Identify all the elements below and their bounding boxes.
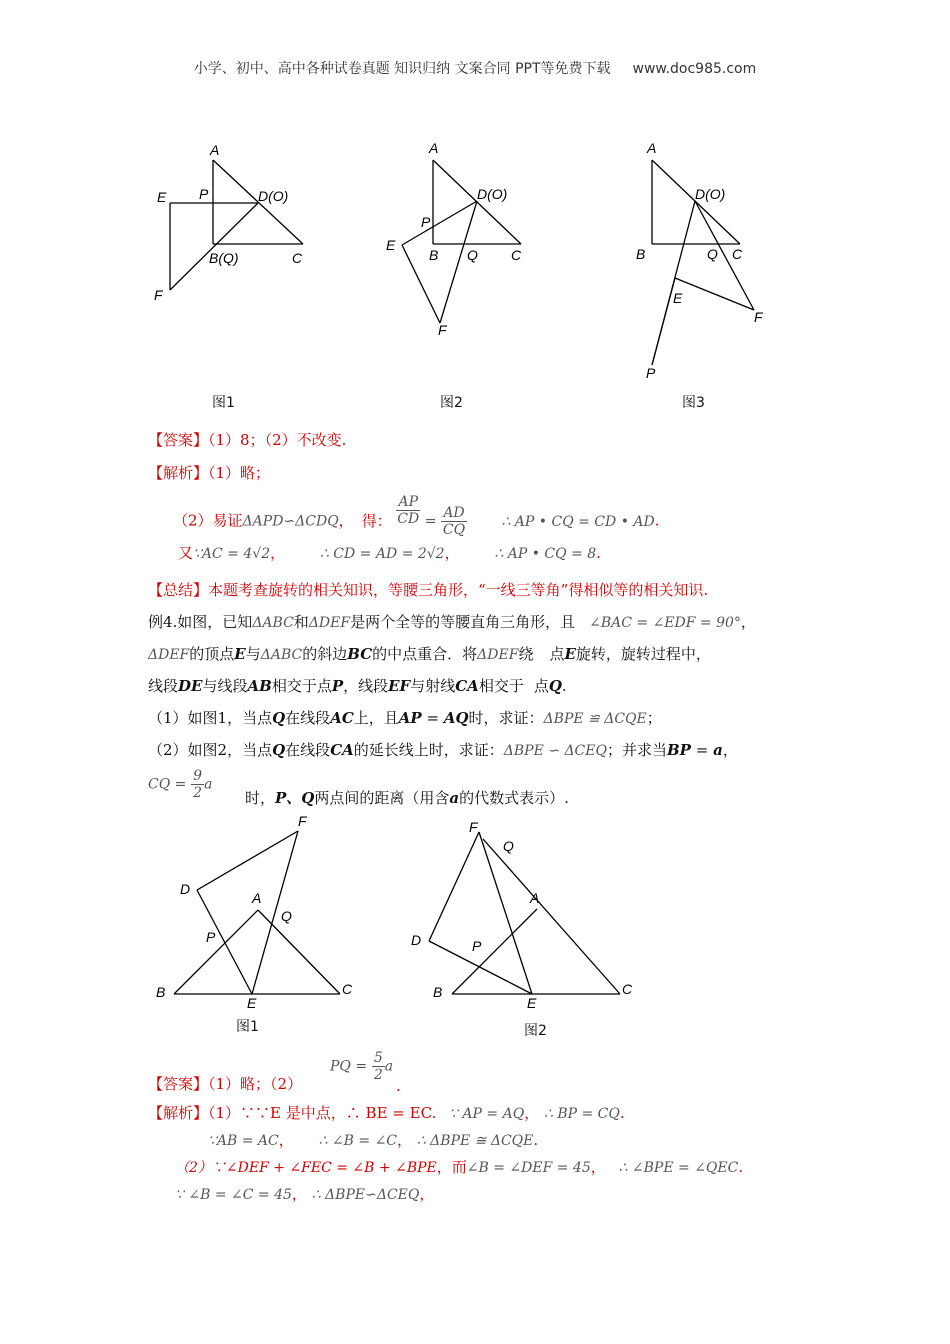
- ex-l2j: 绕: [518, 645, 534, 663]
- ex-l2a: ΔDEF: [148, 647, 190, 663]
- answer-1: [148, 430, 346, 450]
- ex-l1g: ，: [740, 613, 756, 631]
- label-A: A: [210, 142, 220, 158]
- ex-l3h: EF: [388, 677, 411, 695]
- summary-tag: 【总结】: [148, 581, 209, 599]
- q1k: ；: [646, 709, 662, 727]
- seg-FD: [429, 832, 479, 941]
- frac-2-den: CQ: [442, 522, 466, 538]
- analysis-2-line-2: [208, 1130, 538, 1151]
- q2f: ΔBPE ∽ ΔCEQ: [503, 743, 607, 759]
- frac-eq: =: [424, 513, 437, 530]
- analysis-1-c2: ，: [444, 544, 460, 562]
- analysis-1-dot2: .: [596, 544, 601, 562]
- q2a: （2）如图2，当点: [148, 741, 273, 759]
- q3-t5: 的代数式表示）.: [459, 789, 569, 807]
- ex-l2g: BC: [347, 645, 373, 663]
- ex-l3l: 点: [533, 677, 549, 695]
- an2-l2a: ∵AB = AC: [208, 1133, 279, 1149]
- ex-l2k: 点: [549, 645, 565, 663]
- label-E: E: [527, 995, 537, 1011]
- ex-l2m: 旋转，旋转过程中，: [575, 645, 711, 663]
- q3-t4: a: [449, 789, 460, 807]
- analysis-2-line-4: [175, 1184, 434, 1205]
- pq-den: 2: [373, 1067, 383, 1083]
- analysis-1-you: 又: [178, 544, 194, 562]
- top-figure-2: [380, 135, 540, 345]
- an2-l1f: .: [619, 1104, 625, 1122]
- analysis-1: [148, 463, 270, 483]
- analysis-1-similar: ΔAPD∽ΔCDQ: [242, 513, 339, 530]
- seg-CQ: [483, 839, 620, 994]
- question-1: [148, 708, 662, 729]
- label-F: F: [469, 819, 478, 835]
- q3-t1: 时，: [245, 789, 276, 807]
- seg-EP: [652, 278, 675, 365]
- ex-l3f: P: [331, 677, 344, 695]
- label-B: B: [429, 247, 439, 263]
- analysis-1-mid: ∴ CD = AD = 2√2: [319, 546, 445, 562]
- question-2-cq: [148, 768, 212, 801]
- example-line-1: [148, 612, 756, 633]
- seg-FE: [479, 832, 532, 994]
- analysis-1-line-3: [178, 543, 601, 564]
- ex-l3j: CA: [455, 677, 479, 695]
- analysis-1-dot: .: [654, 511, 660, 530]
- q2j: a: [713, 741, 723, 759]
- seg-BA: [452, 909, 537, 994]
- label-E: E: [386, 237, 396, 253]
- analysis-1-line-2: [173, 494, 660, 538]
- label-C: C: [342, 981, 353, 997]
- label-P: P: [199, 186, 209, 202]
- an2-l2f: .: [533, 1131, 539, 1149]
- label-B: B: [156, 984, 166, 1000]
- q2g: ；并求当: [606, 741, 667, 759]
- question-2: [148, 740, 738, 761]
- label-D: D: [180, 881, 191, 897]
- an2-l4b: ，: [291, 1185, 307, 1203]
- q2i: =: [690, 741, 714, 759]
- label-A: A: [530, 890, 540, 906]
- header-site: www.doc985.com: [632, 61, 757, 77]
- q2d: CA: [330, 741, 354, 759]
- seg-DF: [695, 201, 754, 310]
- an2-l1a: （1）∵∵E 是中点，∴ BE = EC: [208, 1104, 432, 1122]
- analysis-1-l1: （1）略；: [208, 464, 271, 482]
- q2h: BP: [667, 741, 691, 759]
- analysis-2-line-1: [148, 1103, 625, 1124]
- an2-l2b: ，: [278, 1131, 294, 1149]
- analysis-1-because: ∵AC = 4√2: [193, 546, 271, 562]
- cq-den: 2: [193, 785, 203, 801]
- q1j: ΔBPE ≌ ΔCQE: [543, 711, 647, 727]
- cq-lhs: CQ =: [148, 776, 187, 793]
- q1a: （1）如图1，当点: [148, 709, 273, 727]
- ex-l3k: 相交于: [478, 677, 524, 695]
- an2-l2c: ∴ ∠B = ∠C: [318, 1133, 398, 1149]
- an2-l4c: ∴ ΔBPE∽ΔCEQ: [311, 1187, 420, 1203]
- q1f: AP: [398, 709, 422, 727]
- q1d: AC: [330, 709, 354, 727]
- label-C: C: [511, 247, 522, 263]
- label-D: D(O): [695, 186, 726, 202]
- label-F: F: [154, 287, 163, 303]
- label-P: P: [206, 929, 216, 945]
- label-C: C: [622, 981, 633, 997]
- bottom-caption-1: 图1: [236, 1019, 259, 1035]
- ex-l3m: Q: [548, 677, 562, 695]
- label-F: F: [298, 813, 307, 829]
- label-D: D(O): [258, 188, 289, 204]
- label-A: A: [647, 140, 657, 156]
- label-Q: Q: [503, 838, 514, 854]
- ex-l2b: 的顶点: [189, 645, 235, 663]
- analysis-1-result: ∴ AP • CQ = CD • AD: [501, 513, 655, 530]
- top-caption-3: 图3: [682, 395, 705, 411]
- q1g: =: [421, 709, 444, 727]
- bottom-figure-1: [150, 810, 360, 1010]
- analysis-2-line-3: [175, 1157, 743, 1178]
- seg-EF: [675, 278, 754, 310]
- label-D: D: [411, 932, 422, 948]
- ex-l1f: ∠BAC = ∠EDF = 90°: [589, 615, 741, 631]
- ex-l3n: .: [561, 677, 567, 695]
- answer-2-tag: 【答案】: [148, 1075, 209, 1093]
- seg-FD: [170, 203, 258, 290]
- answer-2-dot: .: [396, 1077, 401, 1095]
- q3-t2: P、Q: [275, 789, 315, 807]
- seg-DF: [197, 831, 298, 890]
- an2-l3a: （2）∵∠DEF + ∠FEC = ∠B + ∠BPE: [175, 1160, 437, 1176]
- analysis-2-tag: 【解析】: [148, 1104, 209, 1122]
- an2-l1e: ∴ BP = CQ: [543, 1106, 620, 1122]
- an2-l1d: ，: [524, 1104, 540, 1122]
- top-figure-3: [630, 135, 780, 385]
- frac-2-num: AD: [443, 505, 465, 521]
- q2b: Q: [272, 741, 286, 759]
- label-F: F: [438, 322, 447, 338]
- ex-l3a: 线段: [148, 677, 179, 695]
- q2c: 在线段: [285, 741, 331, 759]
- analysis-1-tag: 【解析】: [148, 464, 209, 482]
- q1c: 在线段: [285, 709, 331, 727]
- answer-1-tag: 【答案】: [148, 431, 209, 449]
- label-E: E: [673, 290, 683, 306]
- ex-l1a: 例4.如图，已知: [148, 613, 253, 631]
- ex-l1e: 是两个全等的等腰直角三角形，且: [350, 613, 576, 631]
- label-A: A: [252, 890, 262, 906]
- label-P: P: [646, 365, 656, 381]
- top-caption-2: 图2: [440, 395, 463, 411]
- answer-1-text: （1）8；（2）不改变.: [208, 431, 347, 449]
- ex-l3b: DE: [178, 677, 203, 695]
- frac-ad-cq: [441, 505, 466, 538]
- pq-lhs: PQ =: [330, 1058, 368, 1075]
- label-P: P: [472, 938, 482, 954]
- question-2-tail: [245, 788, 569, 808]
- label-B: B: [433, 984, 443, 1000]
- seg-AC: [258, 910, 340, 994]
- label-C: C: [732, 246, 743, 262]
- ex-l2h: 的中点重合．将: [372, 645, 478, 663]
- pq-a: a: [384, 1058, 394, 1075]
- an2-l4a: ∵ ∠B = ∠C = 45: [175, 1187, 292, 1203]
- q1i: 时，求证：: [468, 709, 544, 727]
- an2-l1b: .: [431, 1104, 437, 1122]
- ex-l3g: ，线段: [343, 677, 389, 695]
- ex-l3c: 与线段: [202, 677, 248, 695]
- q3-t3: 两点间的距离（用含: [314, 789, 450, 807]
- header-text: 小学、初中、高中各种试卷真题 知识归纳 文案合同 PPT等免费下载: [193, 61, 611, 77]
- q2k: ，: [722, 741, 738, 759]
- label-F: F: [754, 309, 763, 325]
- frac-ap-cd: [396, 494, 420, 527]
- analysis-1-get: 得：: [361, 511, 392, 530]
- q1b: Q: [272, 709, 286, 727]
- top-figure-1: [140, 130, 330, 310]
- ex-l2e: ΔABC: [260, 647, 303, 663]
- ex-l2i: ΔDEF: [477, 647, 519, 663]
- ex-l3d: AB: [247, 677, 272, 695]
- ex-l2f: 的斜边: [302, 645, 348, 663]
- an2-l3d: ，: [590, 1158, 606, 1176]
- analysis-1-res: ∴ AP • CQ = 8: [494, 546, 597, 562]
- page-header: [0, 58, 950, 78]
- cq-a: a: [204, 776, 213, 793]
- an2-l3c: ∠B = ∠DEF = 45: [466, 1160, 591, 1176]
- q1e: 上，且: [353, 709, 399, 727]
- ex-l1b: ΔABC: [252, 615, 294, 631]
- bottom-figure-2: [405, 815, 640, 1010]
- ex-l2c: E: [234, 645, 246, 663]
- top-caption-1: 图1: [212, 395, 235, 411]
- label-D: D(O): [477, 186, 508, 202]
- label-Q: Q: [467, 247, 478, 263]
- label-B: B: [636, 246, 646, 262]
- an2-l3b: ，而: [436, 1158, 467, 1176]
- summary: [148, 580, 708, 600]
- q2e: 的延长线上时，求证：: [353, 741, 504, 759]
- answer-2-formula: [330, 1050, 393, 1083]
- ex-l2l: E: [564, 645, 576, 663]
- label-A: A: [429, 140, 439, 156]
- analysis-1-l2-prefix: （2）易证: [173, 511, 243, 530]
- label-E: E: [247, 995, 257, 1011]
- ex-l3i: 与射线: [410, 677, 456, 695]
- q1h: AQ: [443, 709, 469, 727]
- label-P: P: [421, 214, 431, 230]
- example-line-2: [148, 644, 711, 665]
- label-Q: Q: [707, 246, 718, 262]
- ex-l2d: 与: [245, 645, 261, 663]
- example-line-3: [148, 676, 567, 696]
- analysis-1-c1: ，: [270, 544, 286, 562]
- frac-1-den: CD: [397, 511, 420, 527]
- label-Q: Q: [281, 908, 292, 924]
- summary-text: 本题考查旋转的相关知识，等腰三角形，“一线三等角”得相似等的相关知识.: [208, 581, 709, 599]
- an2-l2d: ，: [397, 1131, 413, 1149]
- answer-2: [148, 1074, 302, 1094]
- pq-num: 5: [373, 1050, 383, 1066]
- an2-l3e: ∴ ∠BPE = ∠QEC: [618, 1160, 739, 1176]
- label-C: C: [292, 250, 303, 266]
- label-E: E: [157, 189, 167, 205]
- frac-five-half: [372, 1050, 385, 1083]
- cq-num: 9: [193, 768, 203, 784]
- label-B: B(Q): [209, 250, 239, 266]
- an2-l3f: .: [738, 1158, 744, 1176]
- an2-l4d: ，: [419, 1185, 435, 1203]
- frac-nine-half: [191, 768, 204, 801]
- bottom-caption-2: 图2: [524, 1023, 547, 1039]
- ex-l1d: ΔDEF: [308, 615, 351, 631]
- analysis-1-comma: ，: [338, 511, 354, 530]
- an2-l2e: ∴ ΔBPE ≅ ΔCQE: [416, 1133, 534, 1149]
- an2-l1c: ∵ AP = AQ: [449, 1106, 525, 1122]
- ex-l1c: 和: [293, 613, 309, 631]
- answer-2-text: （1）略；（2）: [208, 1075, 303, 1093]
- frac-1-num: AP: [398, 494, 419, 510]
- ex-l3e: 相交于点: [271, 677, 332, 695]
